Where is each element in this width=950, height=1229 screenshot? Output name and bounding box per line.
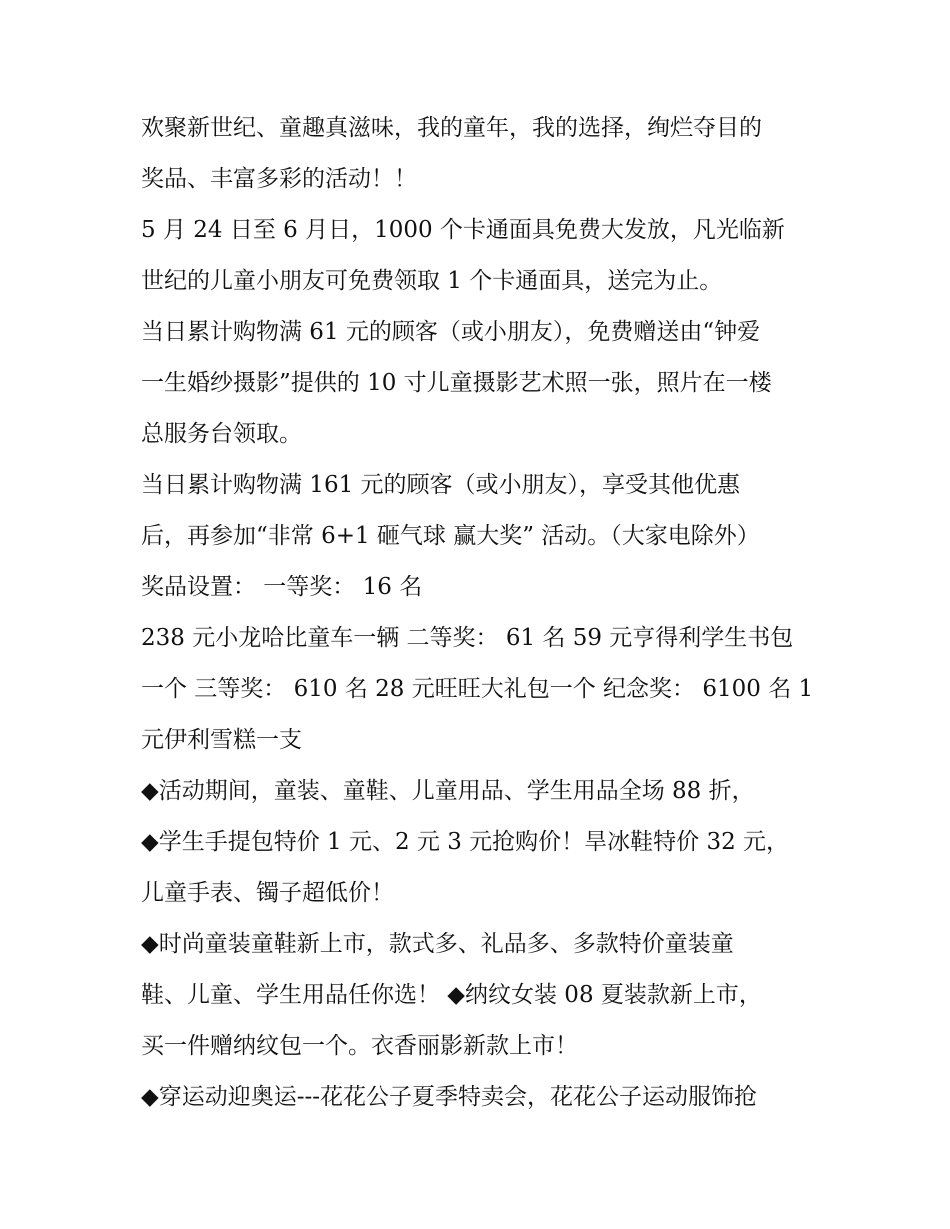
- text-line: 238 元小龙哈比童车一辆 二等奖： 61 名 59 元亨得利学生书包: [141, 625, 794, 651]
- text-line: ◆学生手提包特价 1 元、2 元 3 元抢购价！旱冰鞋特价 32 元，: [141, 829, 790, 855]
- text-line: 当日累计购物满 161 元的顾客（或小朋友），享受其他优惠: [141, 472, 741, 498]
- text-line: ◆活动期间，童装、童鞋、儿童用品、学生用品全场 88 折，: [141, 778, 755, 804]
- text-line: 一个 三等奖： 610 名 28 元旺旺大礼包一个 纪念奖： 6100 名 1: [141, 676, 814, 702]
- text-line: 鞋、儿童、学生用品任你选！ ◆纳纹女装 08 夏装款新上市，: [141, 982, 762, 1008]
- text-line: 奖品、丰富多彩的活动！！: [141, 166, 417, 192]
- text-line: 总服务台领取。: [141, 421, 302, 447]
- text-line: ◆穿运动迎奥运---花花公子夏季特卖会，花花公子运动服饰抢: [141, 1084, 758, 1110]
- text-line: 5 月 24 日至 6 月日，1000 个卡通面具免费大发放，凡光临新: [141, 217, 785, 243]
- text-line: 当日累计购物满 61 元的顾客（或小朋友），免费赠送由“钟爱: [141, 319, 761, 345]
- text-line: 欢聚新世纪、童趣真滋味，我的童年，我的选择，绚烂夺目的: [141, 115, 762, 141]
- text-line: 后，再参加“非常 6+1 砸气球 赢大奖” 活动。（大家电除外）: [141, 523, 760, 549]
- text-line: ◆时尚童装童鞋新上市，款式多、礼品多、多款特价童装童: [141, 931, 734, 957]
- text-line: 买一件赠纳纹包一个。衣香丽影新款上市！: [141, 1033, 578, 1059]
- text-line: 世纪的儿童小朋友可免费领取 1 个卡通面具，送完为止。: [141, 268, 723, 294]
- text-line: 奖品设置： 一等奖： 16 名: [141, 574, 423, 600]
- text-line: 儿童手表、镯子超低价！: [141, 880, 394, 906]
- text-line: 元伊利雪糕一支: [141, 727, 302, 753]
- text-line: 一生婚纱摄影”提供的 10 寸儿童摄影艺术照一张，照片在一楼: [141, 370, 772, 396]
